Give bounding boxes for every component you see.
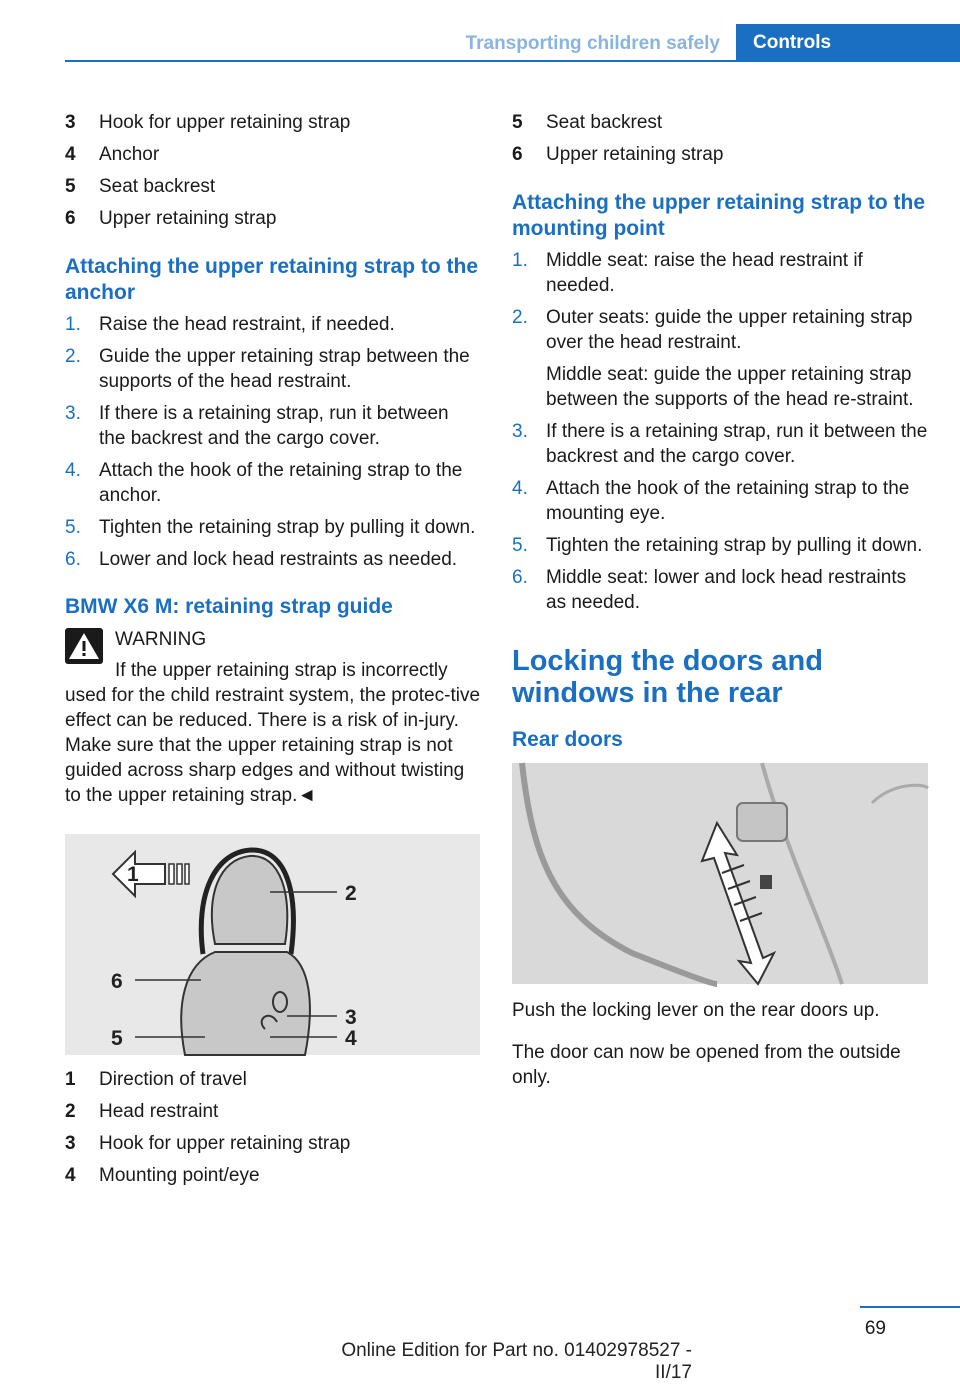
strap-guide-figure [65,834,480,1055]
footer-rule [860,1306,960,1308]
step-item: 3. If there is a retaining strap, run it between the backrest and the cargo cover. [65,403,449,449]
step-item: 6. Middle seat: lower and lock head restraints as needed. [512,567,907,613]
callout-6: 6 [111,970,123,993]
step-item: 5. Tighten the retaining strap by pulling it down. [512,535,923,556]
step-item: 1. Raise the head restraint, if needed. [65,314,395,335]
step-item: 1. Middle seat: raise the head restraint if needed. [512,250,863,296]
warning-text: If the upper retaining strap is incorrectly used for the child restraint system, the protec-tive effect can be reduced. There is a risk of in-jury. Make sure that the upper retaining strap is not guided across sharp edges and without twisting to the upper retaining strap.◄ [65,660,481,806]
legend-item: 3 Hook for upper retaining strap [65,1133,351,1154]
legend-item: 4 Anchor [65,144,160,165]
edition-text: Online Edition for Part no. 01402978527 - II/17 [341,1340,692,1383]
mount-steps [512,248,928,615]
left-column [65,110,480,1195]
step-item: 2. Guide the upper retaining strap between the supports of the head restraint. [65,346,470,392]
legend-bottom-left [65,1067,480,1195]
rear-door-note: The door can now be opened from the outside only. [512,1042,901,1088]
legend-top-right [512,110,928,174]
legend-top-left [65,110,480,238]
legend-item: 4 Mounting point/eye [65,1165,260,1186]
warning-label: WARNING [115,629,207,650]
rear-doors-heading: Rear doors [512,728,623,751]
legend-item: 3 Hook for upper retaining strap [65,112,351,133]
legend-item: 6 Upper retaining strap [65,208,277,229]
legend-item: 5 Seat backrest [512,112,663,133]
right-column [512,110,928,1107]
guide-heading: BMW X6 M: retaining strap guide [65,595,393,618]
step-item: 4. Attach the hook of the retaining strap to the mounting eye. [512,478,910,524]
step-item: 5. Tighten the retaining strap by pulling it down. [65,517,476,538]
page-number: 69 [864,1318,886,1339]
locking-heading: Locking the doors and windows in the rear [512,645,823,709]
legend-item: 1 Direction of travel [65,1069,247,1090]
callout-2: 2 [345,882,357,905]
step-item: 4. Attach the hook of the retaining strap to the anchor. [65,460,463,506]
section-title: Transporting children safely [465,33,720,54]
anchor-heading: Attaching the upper retaining strap to the anchor [65,255,479,304]
step-item: 2. Outer seats: guide the upper retaining strap over the head restraint. Middle seat: guide the upper retaining strap between the supports of the head re-straint. [512,307,914,410]
legend-item: 6 Upper retaining strap [512,144,724,165]
callout-4: 4 [345,1027,357,1050]
warning-block [65,626,480,808]
callout-5: 5 [111,1027,123,1050]
step-item: 3. If there is a retaining strap, run it between the backrest and the cargo cover. [512,421,928,467]
step-item: 6. Lower and lock head restraints as needed. [65,549,458,570]
rear-door-instruction: Push the locking lever on the rear doors up. [512,1000,880,1021]
anchor-steps [65,312,480,572]
rear-door-figure [512,763,928,984]
legend-item: 2 Head restraint [65,1101,219,1122]
mount-heading: Attaching the upper retaining strap to the mounting point [512,191,926,240]
chapter-tab: Controls [736,24,960,60]
warning-icon [65,628,103,664]
callout-1: 1 [127,863,139,886]
callout-3: 3 [345,1006,357,1029]
legend-item: 5 Seat backrest [65,176,216,197]
header-rule [65,60,960,62]
